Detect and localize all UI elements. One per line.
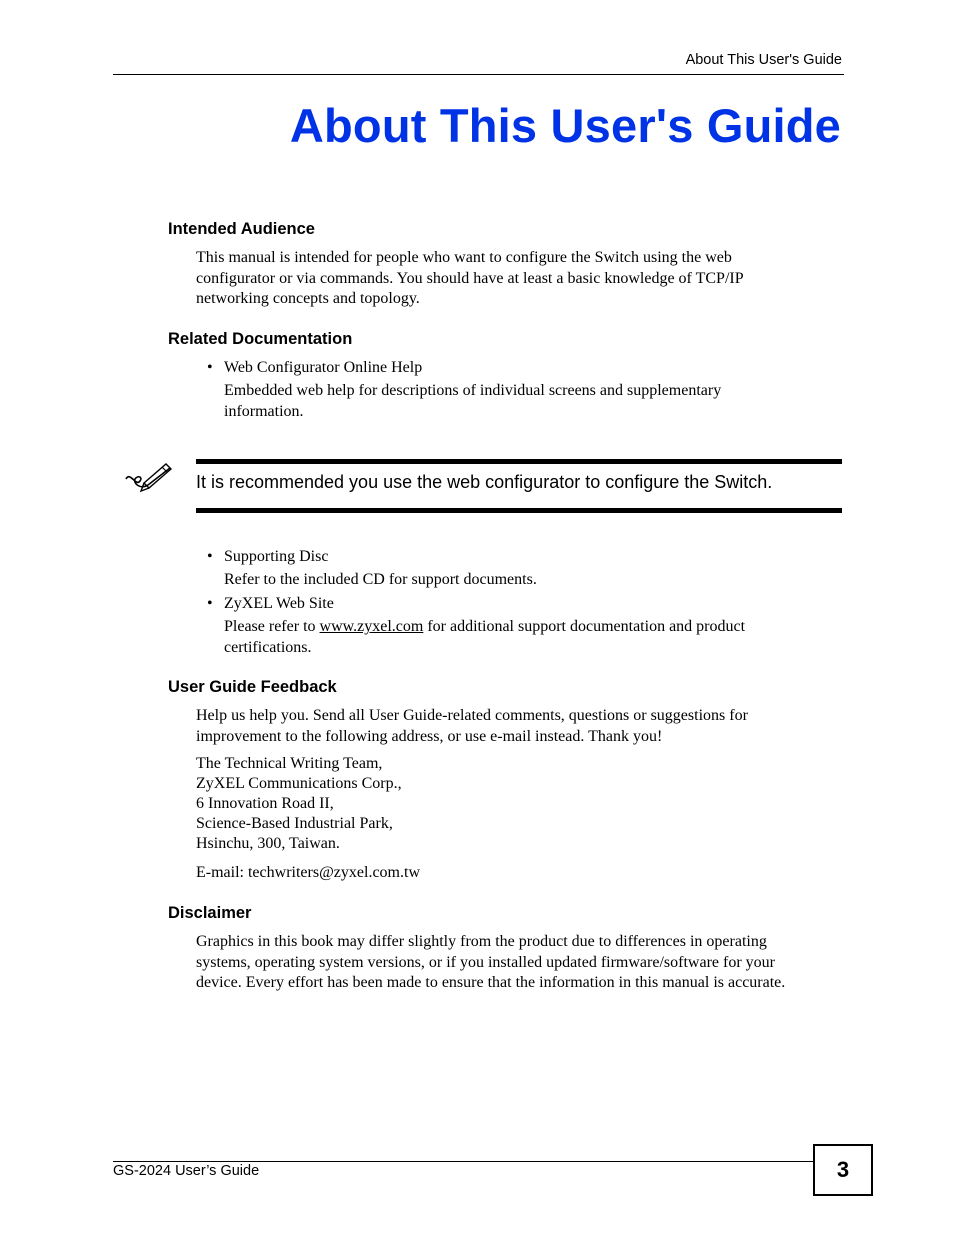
bullet-title-online-help: Web Configurator Online Help — [224, 359, 423, 376]
address-line: The Technical Writing Team, — [196, 755, 383, 772]
address-line: ZyXEL Communications Corp., — [196, 775, 402, 792]
footer-guide-name: GS-2024 User’s Guide — [113, 1163, 260, 1179]
pen-note-icon — [124, 457, 174, 493]
disclaimer-paragraph — [196, 932, 846, 994]
text-line: Refer to the included CD for support documents. — [224, 571, 537, 588]
section-heading-related-documentation: Related Documentation — [168, 330, 353, 348]
bullet-desc-zyxel-web-site — [224, 617, 824, 658]
text-line: networking concepts and topology. — [196, 290, 420, 307]
text-line: Graphics in this book may differ slightly from the product due to differences in operating — [196, 933, 767, 950]
text-line — [224, 617, 824, 638]
text-fragment: for additional support documentation and product — [423, 618, 746, 635]
feedback-address — [196, 754, 836, 854]
address-line: Hsinchu, 300, Taiwan. — [196, 835, 340, 852]
bullet-desc-supporting-disc — [224, 570, 824, 591]
text-line: information. — [224, 402, 304, 420]
text-line: improvement to the following address, or use e-mail instead. Thank you! — [196, 727, 663, 745]
note-rule-bottom — [196, 508, 842, 513]
note-rule-top — [196, 459, 842, 464]
address-line: Science-Based Industrial Park, — [196, 815, 393, 832]
text-line: systems, operating system versions, or if you installed updated firmware/software for your — [196, 953, 775, 971]
text-line: device. Every effort has been made to ensure that the information in this manual is accurate. — [196, 974, 786, 991]
bullet-mark: • — [207, 595, 213, 612]
page-title: About This User's Guide — [289, 99, 841, 152]
bullet-mark: • — [207, 359, 213, 376]
header-rule — [113, 74, 844, 75]
running-header: About This User's Guide — [685, 52, 842, 68]
footer-rule — [113, 1161, 814, 1162]
audience-paragraph — [196, 248, 836, 310]
text-line: certifications. — [224, 638, 312, 656]
bullet-mark: • — [207, 548, 213, 565]
address-line: 6 Innovation Road II, — [196, 795, 334, 812]
section-heading-disclaimer: Disclaimer — [168, 904, 252, 922]
feedback-intro-paragraph — [196, 706, 836, 747]
text-fragment: Please refer to — [224, 618, 320, 635]
section-heading-user-guide-feedback: User Guide Feedback — [168, 678, 337, 696]
page-number: 3 — [813, 1144, 873, 1196]
feedback-email: E-mail: techwriters@zyxel.com.tw — [196, 864, 420, 881]
text-line: configurator or via commands. You should have at least a basic knowledge of TCP/IP — [196, 269, 744, 287]
text-line: Help us help you. Send all User Guide-related comments, questions or suggestions for — [196, 707, 748, 724]
bullet-title-supporting-disc: Supporting Disc — [224, 548, 329, 565]
note-text: It is recommended you use the web configurator to configure the Switch. — [196, 472, 773, 492]
bullet-desc-online-help — [224, 381, 824, 422]
zyxel-website-link[interactable]: www.zyxel.com — [319, 618, 424, 635]
text-line: This manual is intended for people who want to configure the Switch using the web — [196, 249, 732, 266]
text-line: Embedded web help for descriptions of individual screens and supplementary — [224, 382, 722, 399]
section-heading-intended-audience: Intended Audience — [168, 220, 315, 238]
bullet-title-zyxel-web-site: ZyXEL Web Site — [224, 595, 334, 612]
